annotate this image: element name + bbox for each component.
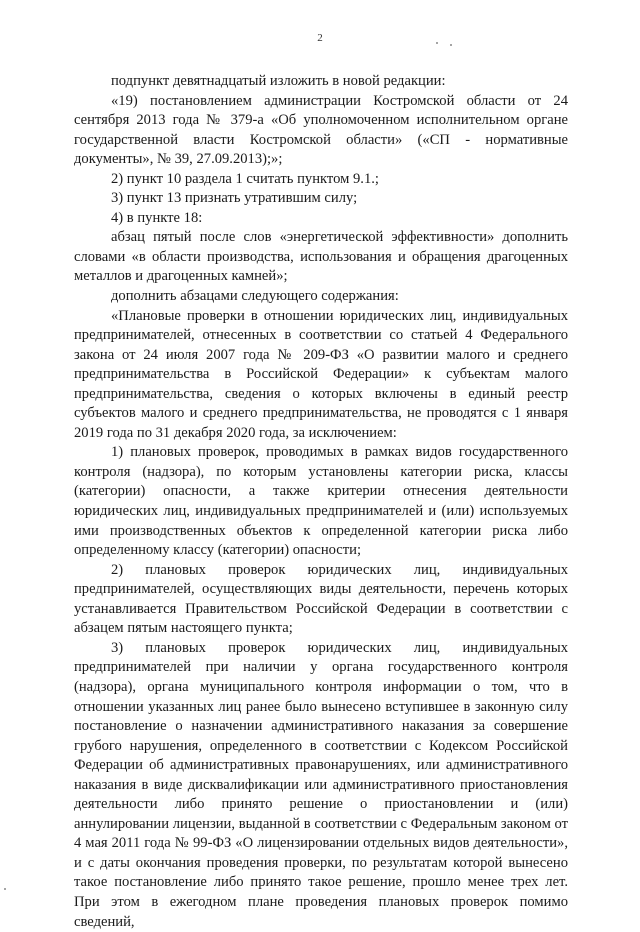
paragraph-item-19: «19) постановлением администрации Костромской области от 24 сентября 2013 года № 379-а «Об уполномоченном исполнительном органе государственной власти Костромской области» («СП - нормативные документы», № 39, 27.09.2013);»;: [74, 92, 568, 168]
document-body: [74, 72, 568, 932]
paragraph-exception-3: 3) плановых проверок юридических лиц, индивидуальных предпринимателей при наличии у органа государственного контроля (надзора), органа муниципального контроля информации о том, что в отношении указанных лиц ранее было вынесено вступившее в законную силу постановление о назначении административного наказания за совершение грубого нарушения, определенного в соответствии с Кодексом Российской Федерации об административных правонарушениях, или административного наказания в виде дисквалификации или административного приостановления деятельности либо принято решение о приостановлении и (или) аннулировании лицензии, выданной в соответствии с Федеральным законом от 4 мая 2011 года № 99-ФЗ «О лицензировании отдельных видов деятельности», и с даты окончания проведения проверки, по результатам которой вынесено такое постановление либо принято такое решение, прошло менее трех лет. При этом в ежегодном плане проведения плановых проверок помимо сведений,: [74, 639, 568, 930]
paragraph-item-3: 3) пункт 13 признать утратившим силу;: [111, 190, 358, 207]
paragraph-exception-2: 2) плановых проверок юридических лиц, индивидуальных предпринимателей, осуществляющих виды деятельности, перечень которых устанавливается Правительством Российской Федерации в соответствии с абзацем пятым настоящего пункта;: [74, 561, 568, 637]
paragraph-item-2: 2) пункт 10 раздела 1 считать пунктом 9.1.;: [111, 170, 379, 187]
scan-speck: [450, 44, 452, 46]
paragraph-item-4: 4) в пункте 18:: [111, 209, 203, 226]
paragraph-exception-1: 1) плановых проверок, проводимых в рамках видов государственного контроля (надзора), по которым установлены категории риска, классы (категории) опасности, а также критерии отнесения деятельности юридических лиц, индивидуальных предпринимателей и (или) используемых ими производственных объектов к определенной категории риска либо определенному классу (категории) опасности;: [74, 444, 568, 559]
paragraph-intro: подпункт девятнадцатый изложить в новой редакции:: [111, 73, 446, 89]
paragraph-add-abzacs: дополнить абзацами следующего содержания:: [111, 288, 399, 305]
page-number: 2: [317, 32, 323, 44]
scan-speck: [4, 888, 6, 890]
scan-speck: [436, 42, 438, 44]
paragraph-abzac-five: абзац пятый после слов «энергетической эффективности» дополнить словами «в области производства, использования и обращения драгоценных металлов и драгоценных камней»;: [74, 229, 568, 285]
paragraph-planned-inspections: «Плановые проверки в отношении юридических лиц, индивидуальных предпринимателей, отнесенных в соответствии со статьей 4 Федерального закона от 24 июля 2007 года № 209-ФЗ «О развитии малого и среднего предпринимательства в Российской Федерации» к субъектам малого предпринимательства, сведения о которых включены в единый реестр субъектов малого и среднего предпринимательства, не проводятся с 1 января 2019 года по 31 декабря 2020 года, за исключением:: [74, 307, 568, 441]
